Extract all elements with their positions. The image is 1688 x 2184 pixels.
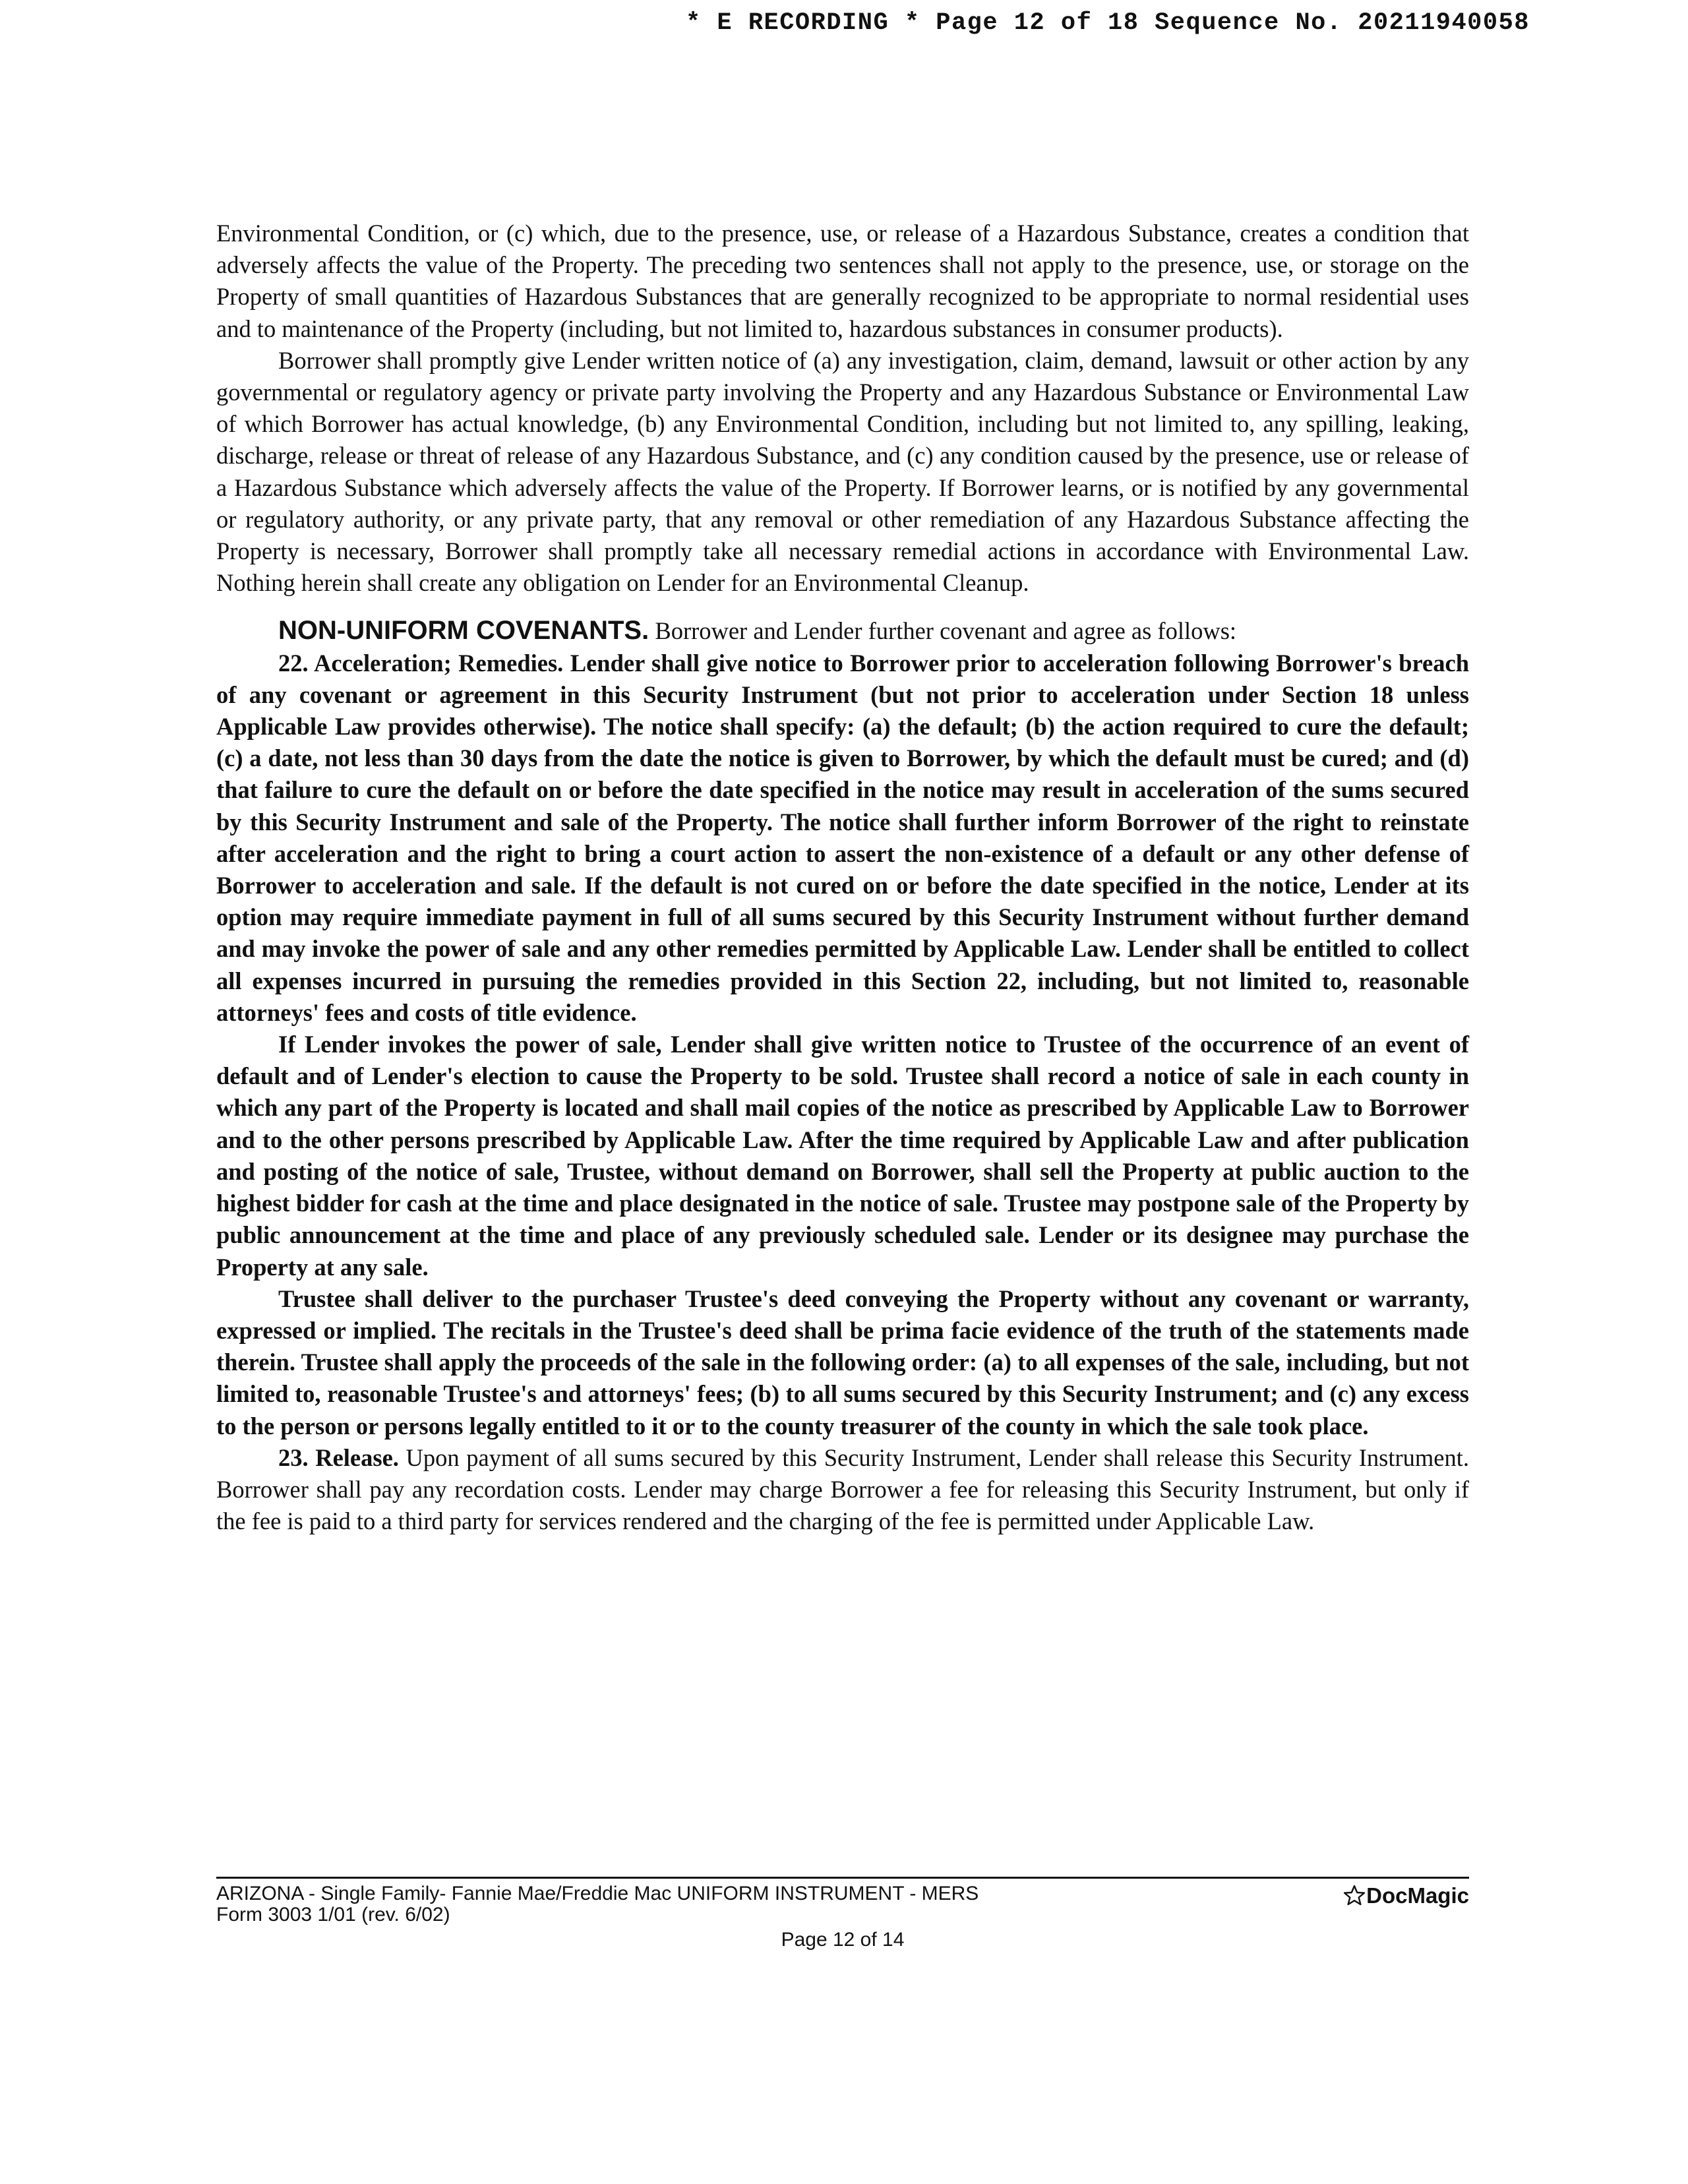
section-22-paragraph-3: Trustee shall deliver to the purchaser Trustee's deed conveying the Property without any covenant or warranty, expressed or implied. The recitals in the Trustee's deed shall be prima facie evidence of the truth of the statements made therein. Trustee shall apply the proceeds of the sale in the following order: (a) to all expenses of the sale, including, but not limited to, reasonable Trustee's and attorneys' fees; (b) to all sums secured by this Security Instrument; and (c) any excess to the person or persons legally entitled to it or to the county treasurer of the county in which the sale took place. [216,1285,1469,1440]
section-22-paragraph-2: If Lender invokes the power of sale, Lender shall give written notice to Trustee of the occurrence of an event of default and of Lender's election to cause the Property to be sold. Trustee shall record a notice of sale in each county in which any part of the Property is located and shall mail copies of the notice as prescribed by Applicable Law to Borrower and to the other persons prescribed by Applicable Law. After the time required by Applicable Law and after publication and posting of the notice of sale, Trustee, without demand on Borrower, shall sell the Property at public auction to the highest bidder for cash at the time and place designated in the notice of sale. Trustee may postpone sale of the Property by public announcement at the time and place of any previously scheduled sale. Lender or its designee may purchase the Property at any sale. [216,1031,1469,1281]
section-22-heading: 22. Acceleration; Remedies. [278,649,564,677]
section-23-heading: 23. Release. [278,1443,399,1471]
section-22-paragraph-1 [216,648,1469,1029]
recording-header: * E RECORDING * Page 12 of 18 Sequence No. 20211940058 [686,9,1530,37]
page-number: Page 12 of 14 [781,1929,905,1951]
form-line-1: ARIZONA - Single Family- Fannie Mae/Freddie Mac UNIFORM INSTRUMENT - MERS [216,1883,979,1904]
paragraph-borrower-notice: Borrower shall promptly give Lender written notice of (a) any investigation, claim, demand, lawsuit or other action by any governmental or regulatory agency or private party involving the Property and any Hazardous Substance or Environmental Law of which Borrower has actual knowledge, (b) any Environmental Condition, including but not limited to, any spilling, leaking, discharge, release or threat of release of any Hazardous Substance, and (c) any condition caused by the presence, use or release of a Hazardous Substance which adversely affects the value of the Property. If Borrower learns, or is notified by any governmental or regulatory authority, or any private party, that any removal or other remediation of any Hazardous Substance affecting the Property is necessary, Borrower shall promptly take all necessary remedial actions in accordance with Environmental Law. Nothing herein shall create any obligation on Lender for an Environmental Cleanup. [216,346,1469,597]
docmagic-logo [1344,1885,1469,1906]
section-23-paragraph [216,1442,1469,1538]
non-uniform-covenants-heading: NON-UNIFORM COVENANTS. [278,616,649,646]
footer-divider [216,1877,1469,1879]
form-identifier [216,1883,979,1926]
document-body [216,218,1469,1537]
paragraph-environmental-condition: Environmental Condition, or (c) which, due to the presence, use, or release of a Hazardous Substance, creates a condition that adversely affects the value of the Property. The preceding two sentences shall not apply to the presence, use, or storage on the Property of small quantities of Hazardous Substances that are generally recognized to be appropriate to normal residential uses and to maintenance of the Property (including, but not limited to, hazardous substances in consumer products). [216,220,1469,342]
section-23-text: Upon payment of all sums secured by this Security Instrument, Lender shall release this Security Instrument. Borrower shall pay any recordation costs. Lender may charge Borrower a fee for releasing this Security Instrument, but only if the fee is paid to a third party for services rendered and the charging of the fee is permitted under Applicable Law. [216,1443,1469,1535]
page-footer [216,1883,1469,1962]
non-uniform-covenants-intro: Borrower and Lender further covenant and agree as follows: [655,617,1237,645]
section-22-text-1: Lender shall give notice to Borrower prior to acceleration following Borrower's breach of any covenant or agreement in this Security Instrument (but not prior to acceleration under Section 18 unless Applicable Law provides otherwise). The notice shall specify: (a) the default; (b) the action required to cure the default; (c) a date, not less than 30 days from the date the notice is given to Borrower, by which the default must be cured; and (d) that failure to cure the default on or before the date specified in the notice may result in acceleration of the sums secured by this Security Instrument and sale of the Property. The notice shall further inform Borrower of the right to reinstate after acceleration and the right to bring a court action to assert the non-existence of a default or any other defense of Borrower to acceleration and sale. If the default is not cured on or before the date specified in the notice, Lender at its option may require immediate payment in full of all sums secured by this Security Instrument without further demand and may invoke the power of sale and any other remedies permitted by Applicable Law. Lender shall be entitled to collect all expenses incurred in pursuing the remedies provided in this Section 22, including, but not limited to, reasonable attorneys' fees and costs of title evidence. [216,649,1470,1026]
non-uniform-covenants [216,615,1469,647]
star-outline-icon [1344,1885,1365,1906]
form-line-2: Form 3003 1/01 (rev. 6/02) [216,1904,450,1926]
brand-name: DocMagic [1366,1883,1469,1908]
